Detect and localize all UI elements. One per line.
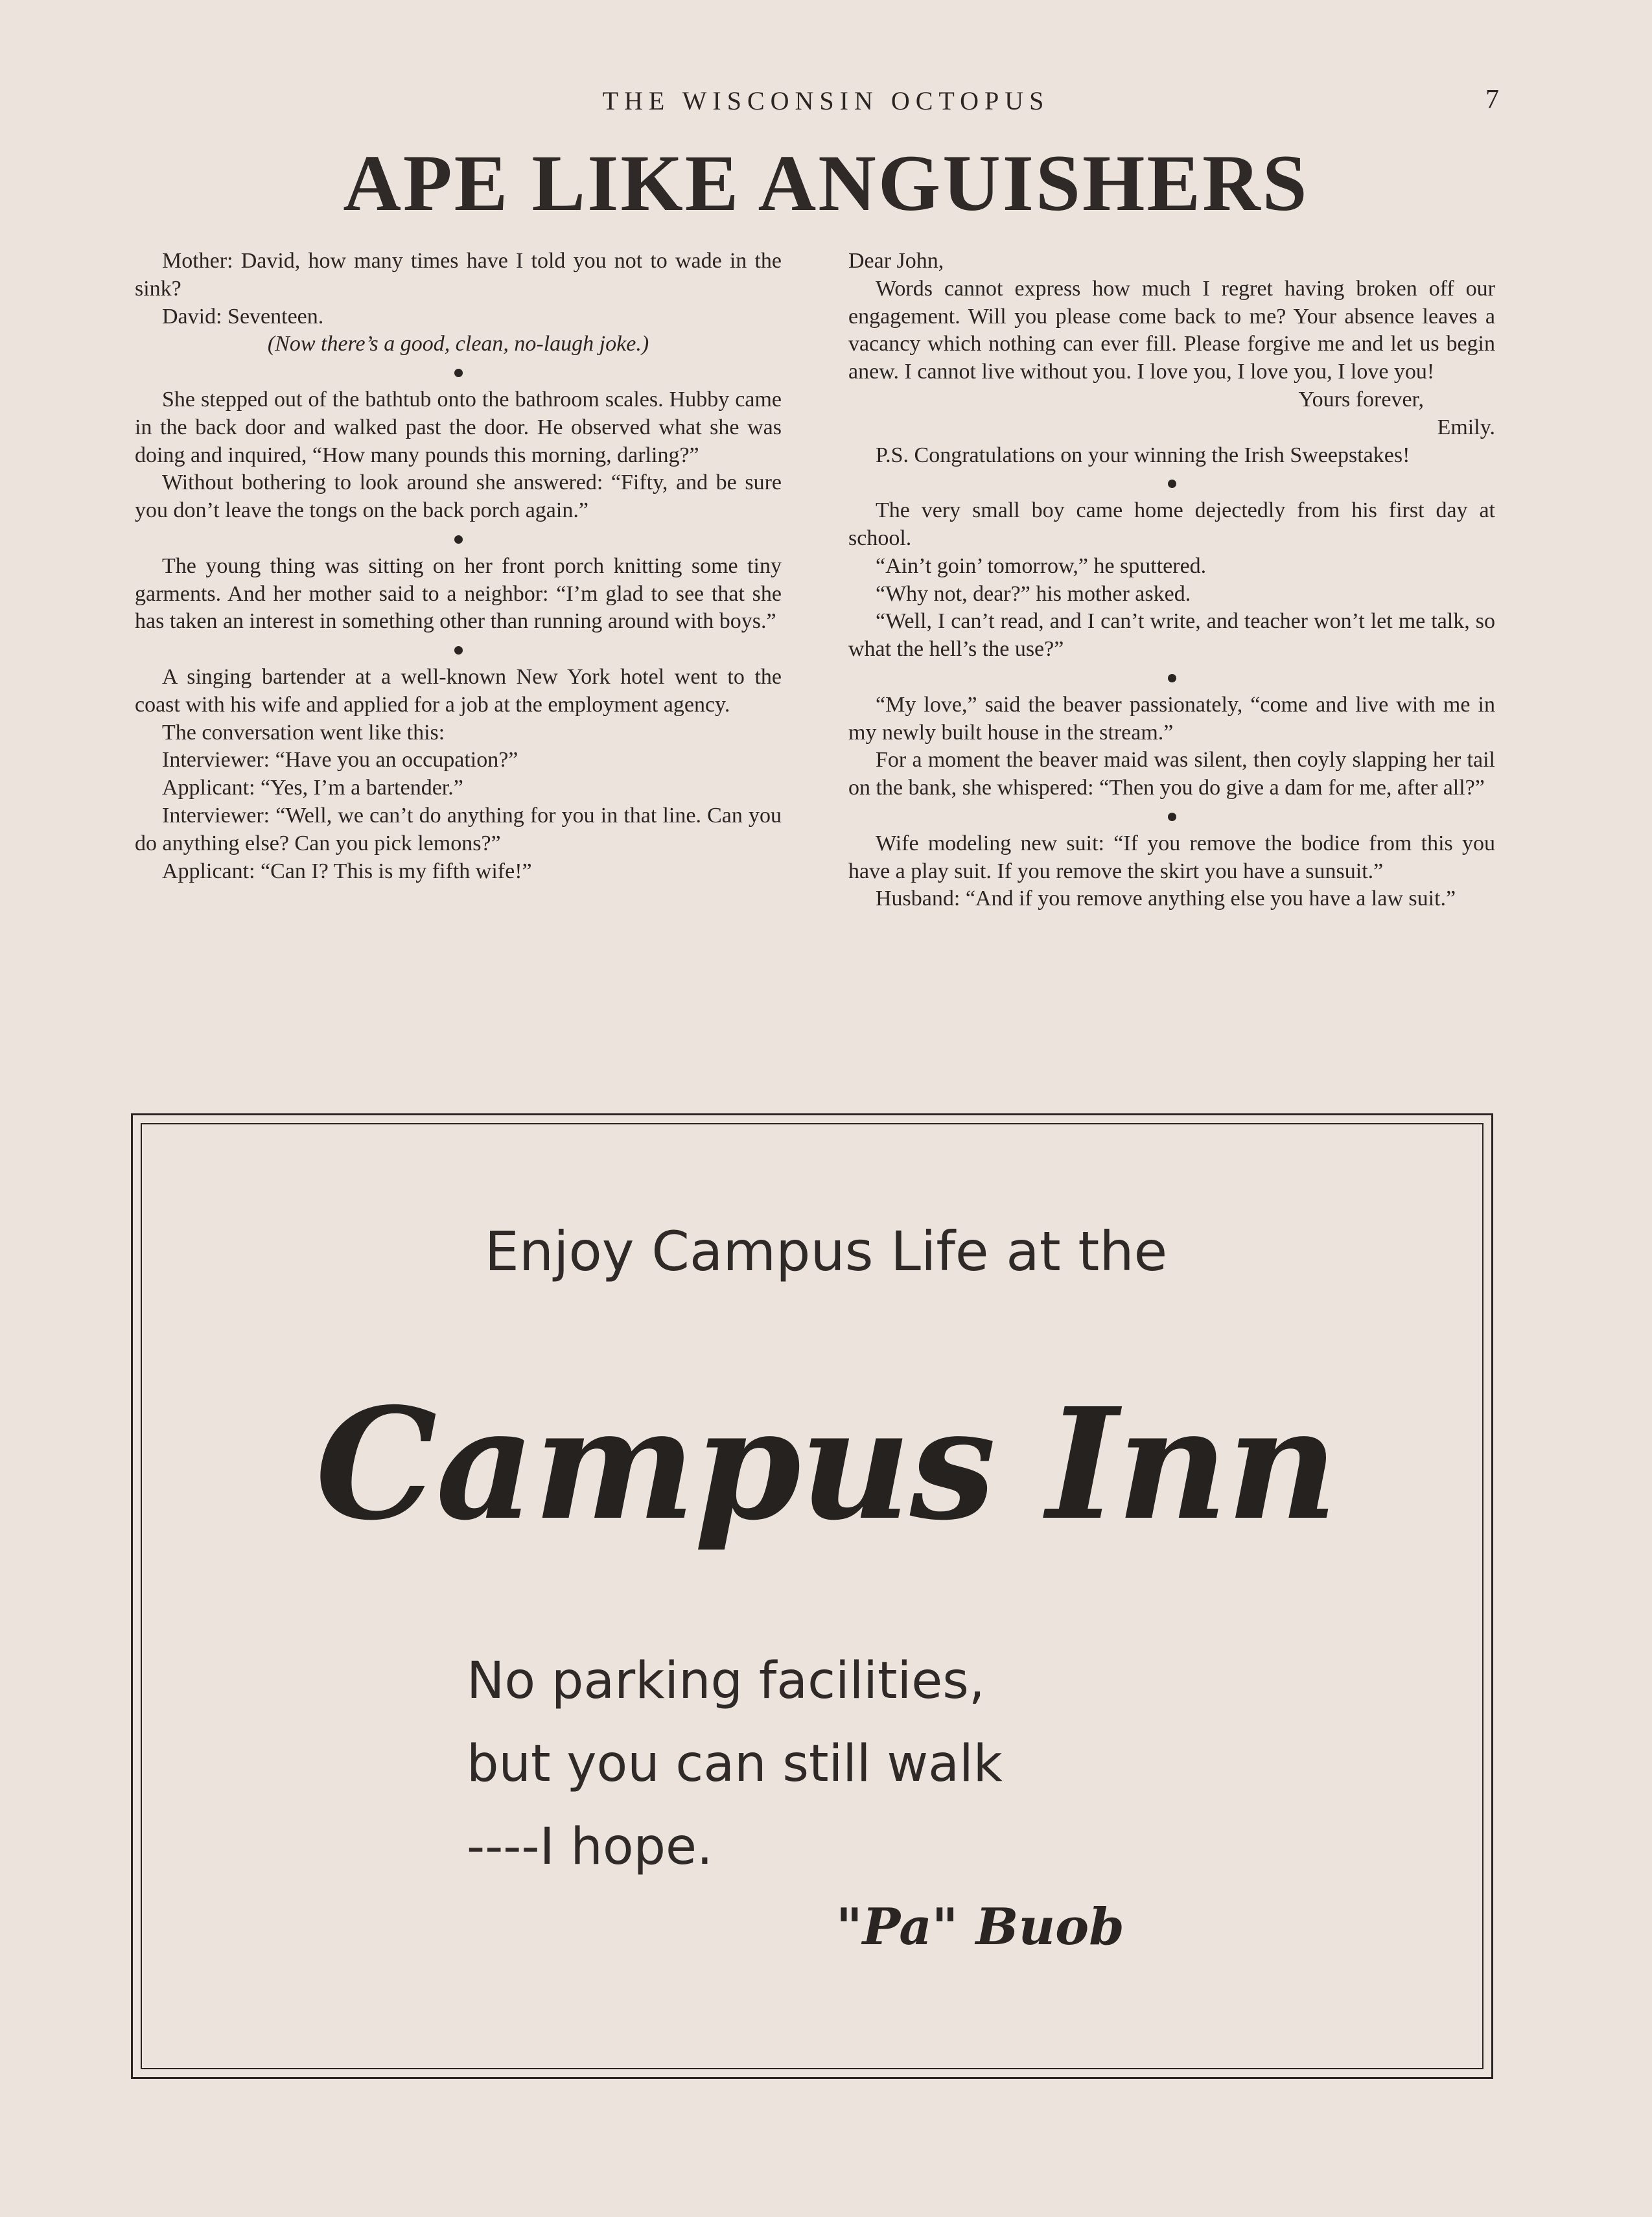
left-column: [135, 248, 782, 885]
joke-paragraph: Mother: David, how many times have I told you not to wade in the sink?: [135, 249, 782, 301]
joke-paragraph: The conversation went like this:: [162, 720, 445, 745]
bullet-separator: [848, 664, 1495, 691]
joke-paragraph: The young thing was sitting on her front porch knitting some tiny garments. And her mother said to a neighbor: “I’m glad to see that she has taken an interest in something other than running around with boys.”: [135, 553, 782, 634]
joke-paragraph: “Why not, dear?” his mother asked.: [876, 581, 1191, 606]
bullet-separator: [135, 525, 782, 553]
joke-paragraph: Interviewer: “Have you an occupation?”: [162, 748, 518, 772]
running-head: THE WISCONSIN OCTOPUS: [602, 86, 1050, 115]
letter-closing: Yours forever,: [1298, 387, 1424, 412]
bullet-separator: [135, 636, 782, 664]
letter-postscript: P.S. Congratulations on your winning the Irish Sweepstakes!: [876, 443, 1410, 467]
joke-paragraph: Applicant: “Yes, I’m a bartender.”: [162, 776, 463, 800]
joke-paragraph: “Well, I can’t read, and I can’t write, and teacher won’t let me talk, so what the hell’s the use?”: [848, 609, 1495, 662]
joke-paragraph: The very small boy came home dejectedly from his first day at school.: [848, 498, 1495, 550]
joke-paragraph: David: Seventeen.: [162, 304, 324, 329]
ad-tagline-line: ----I hope.: [467, 1818, 713, 1876]
joke-paragraph: Interviewer: “Well, we can’t do anything for you in that line. Can you do anything else? Can you pick lemons?”: [135, 803, 782, 855]
ad-top-line: Enjoy Campus Life at the: [484, 1220, 1168, 1283]
joke-paragraph: A singing bartender at a well-known New York hotel went to the coast with his wife and applied for a job at the employment agency.: [135, 664, 782, 717]
article-headline: APE LIKE ANGUISHERS: [343, 139, 1309, 227]
letter-body: Words cannot express how much I regret having broken off our engagement. Will you please come back to me? Your absence leaves a vacancy which nothing can ever fill. Please forgive me and let us begin anew. I cannot live without you. I love you, I love you, I love you!: [848, 276, 1495, 384]
page-number: 7: [1485, 85, 1499, 115]
ad-tagline-line: but you can still walk: [467, 1735, 1003, 1793]
ad-business-name: Campus Inn: [315, 1374, 1337, 1554]
joke-aside: (Now there’s a good, clean, no-laugh joke.): [267, 332, 649, 356]
joke-paragraph: She stepped out of the bathtub onto the bathroom scales. Hubby came in the back door and walked past the door. He observed what she was doing and inquired, “How many pounds this morning, darling?”: [135, 387, 782, 467]
bullet-separator: [848, 802, 1495, 830]
joke-paragraph: For a moment the beaver maid was silent, then coyly slapping her tail on the bank, she whispered: “Then you do give a dam for me, after all?”: [848, 748, 1495, 800]
joke-paragraph: Without bothering to look around she answered: “Fifty, and be sure you don’t leave the tongs on the back porch again.”: [135, 470, 782, 523]
ad-tagline-line: No parking facilities,: [467, 1652, 985, 1710]
joke-paragraph: “Ain’t goin’ tomorrow,” he sputtered.: [876, 553, 1207, 578]
joke-paragraph: Husband: “And if you remove anything else you have a law suit.”: [876, 887, 1456, 911]
letter-signature: Emily.: [1437, 415, 1495, 439]
joke-paragraph: Wife modeling new suit: “If you remove the bodice from this you have a play suit. If you remove the skirt you have a sunsuit.”: [848, 831, 1495, 883]
ad-signature: "Pa" Buob: [836, 1898, 1124, 1956]
joke-paragraph: “My love,” said the beaver passionately, “come and live with me in my newly built house in the stream.”: [848, 692, 1495, 745]
right-column: [848, 248, 1495, 913]
bullet-separator: [848, 469, 1495, 497]
letter-salutation: Dear John,: [848, 249, 944, 273]
bullet-separator: [135, 358, 782, 386]
ad-tagline: [467, 1640, 1003, 1888]
joke-paragraph: Applicant: “Can I? This is my fifth wife!”: [162, 859, 532, 883]
